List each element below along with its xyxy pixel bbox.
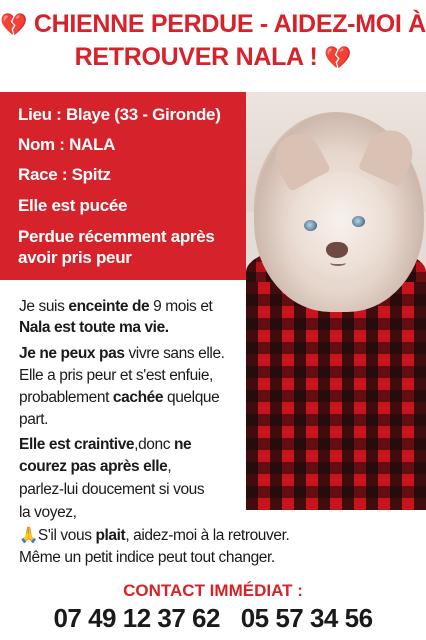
dog-eye-left xyxy=(304,220,317,231)
message-line: Je ne peux pas vivre sans elle. xyxy=(19,345,225,362)
phone-number-2[interactable]: 05 57 34 56 xyxy=(240,603,373,633)
phone-numbers xyxy=(0,602,426,634)
broken-heart-icon: 💔 xyxy=(324,45,352,70)
poster-title xyxy=(0,8,426,74)
title-text-2: RETROUVER NALA ! xyxy=(74,43,318,71)
broken-heart-icon: 💔 xyxy=(0,12,28,37)
message-line: part. xyxy=(19,411,49,428)
praying-hands-icon: 🙏 xyxy=(19,527,38,544)
message-line: Nala est toute ma vie. xyxy=(19,319,169,336)
message-line: Elle a pris peur et s'est enfuie, xyxy=(19,367,213,384)
message-line: Je suis enceinte de 9 mois et xyxy=(19,298,213,315)
dog-photo xyxy=(246,92,426,510)
detail-perdue-2: avoir pris peur xyxy=(18,248,132,267)
dog-mouth xyxy=(330,260,346,266)
detail-nom: Nom : NALA xyxy=(18,135,116,154)
title-line-2 xyxy=(0,41,426,74)
detail-puce: Elle est pucée xyxy=(18,196,128,215)
dog-eye-right xyxy=(352,216,365,227)
phone-number-1[interactable]: 07 49 12 37 62 xyxy=(53,603,220,633)
dog-details-box xyxy=(0,92,246,280)
contact-title: CONTACT IMMÉDIAT : xyxy=(123,581,303,600)
detail-lieu: Lieu : Blaye (33 - Gironde) xyxy=(18,105,221,124)
message-line: probablement cachée quelque xyxy=(19,389,220,406)
message-line: Elle est craintive,donc ne xyxy=(19,436,192,453)
message-line: la voyez, xyxy=(19,504,77,521)
detail-race: Race : Spitz xyxy=(18,165,111,184)
message-line: parlez-lui doucement si vous xyxy=(19,481,205,498)
dog-nose xyxy=(326,242,348,258)
title-text-1: CHIENNE PERDUE - AIDEZ-MOI À xyxy=(33,10,426,38)
plaid-blanket-lower xyxy=(246,282,426,510)
detail-perdue-1: Perdue récemment après xyxy=(18,227,215,246)
message-line: courez pas après elle, xyxy=(19,458,172,475)
message-line: Même un petit indice peut tout changer. xyxy=(19,549,275,566)
title-line-1 xyxy=(0,8,426,41)
message-line: 🙏S'il vous plait, aidez-moi à la retrouver. xyxy=(19,527,290,544)
